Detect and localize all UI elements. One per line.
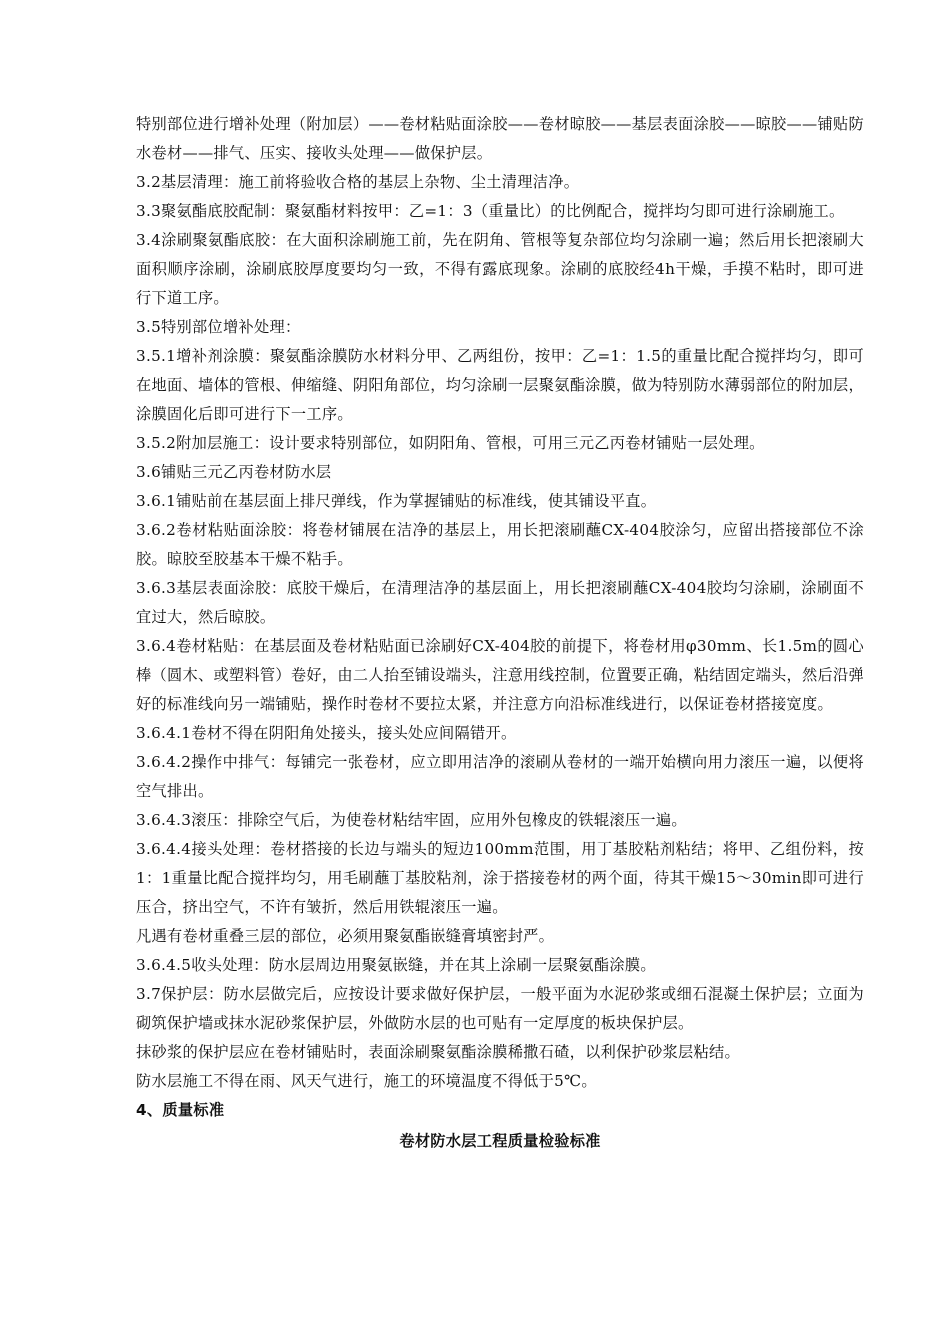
paragraph: 3.6.4.4接头处理：卷材搭接的长边与端头的短边100mm范围，用丁基胶粘剂粘结；将甲、乙组份料，按1：1重量比配合搅拌均匀，用毛刷蘸丁基胶粘剂，涂于搭接卷材的两个面，待其干燥15～30min即可进行压合，挤出空气，不许有皱折，然后用铁辊滚压一遍。: [136, 840, 864, 916]
paragraph: 3.6.4.3滚压：排除空气后，为使卷材粘结牢固，应用外包橡皮的铁辊滚压一遍。: [136, 811, 687, 829]
section-heading: 4、质量标准: [136, 1101, 225, 1119]
paragraph: 3.5特别部位增补处理：: [136, 318, 301, 336]
paragraph: 3.4涂刷聚氨酯底胶：在大面积涂刷施工前，先在阴角、管根等复杂部位均匀涂刷一遍；然后用长把滚刷大面积顺序涂刷，涂刷底胶厚度要均匀一致，不得有露底现象。涂刷的底胶经4h干燥，手摸不粘时，即可进行下道工序。: [136, 231, 864, 307]
paragraph: 3.7保护层：防水层做完后，应按设计要求做好保护层，一般平面为水泥砂浆或细石混凝土保护层；立面为砌筑保护墙或抹水泥砂浆保护层，外做防水层的也可贴有一定厚度的板块保护层。: [136, 985, 864, 1032]
paragraph: 3.6.2卷材粘贴面涂胶：将卷材铺展在洁净的基层上，用长把滚刷蘸CX-404胶涂匀，应留出搭接部位不涂胶。晾胶至胶基本干燥不粘手。: [136, 521, 864, 568]
paragraph: 3.3聚氨酯底胶配制：聚氨酯材料按甲：乙=1：3（重量比）的比例配合，搅拌均匀即可进行涂刷施工。: [136, 202, 845, 220]
paragraph: 3.6.4.2操作中排气：每铺完一张卷材，应立即用洁净的滚刷从卷材的一端开始横向用力滚压一遍，以便将空气排出。: [136, 753, 864, 800]
paragraph: 防水层施工不得在雨、风天气进行，施工的环境温度不得低于5℃。: [136, 1072, 597, 1090]
paragraph: 3.6.4.1卷材不得在阴阳角处接头，接头处应间隔错开。: [136, 724, 517, 742]
paragraph: 3.6铺贴三元乙丙卷材防水层: [136, 463, 332, 481]
document-body: [136, 110, 864, 1156]
paragraph: 抹砂浆的保护层应在卷材铺贴时，表面涂刷聚氨酯涂膜稀撒石碴，以利保护砂浆层粘结。: [136, 1043, 741, 1061]
paragraph: 特别部位进行增补处理（附加层）——卷材粘贴面涂胶——卷材晾胶——基层表面涂胶——晾胶——铺贴防水卷材——排气、压实、接收头处理——做保护层。: [136, 115, 864, 162]
paragraph: 3.5.1增补剂涂膜：聚氨酯涂膜防水材料分甲、乙两组份，按甲：乙=1：1.5的重量比配合搅拌均匀，即可在地面、墙体的管根、伸缩缝、阴阳角部位，均匀涂刷一层聚氨酯涂膜，做为特别防水薄弱部位的附加层，涂膜固化后即可进行下一工序。: [136, 347, 864, 423]
paragraph: 3.6.4.5收头处理：防水层周边用聚氨嵌缝，并在其上涂刷一层聚氨酯涂膜。: [136, 956, 656, 974]
paragraph: 3.6.3基层表面涂胶：底胶干燥后，在清理洁净的基层面上，用长把滚刷蘸CX-404胶均匀涂刷，涂刷面不宜过大，然后晾胶。: [136, 579, 864, 626]
paragraph: 3.5.2附加层施工：设计要求特别部位，如阴阳角、管根，可用三元乙丙卷材铺贴一层处理。: [136, 434, 765, 452]
table-title: 卷材防水层工程质量检验标准: [399, 1132, 601, 1150]
paragraph: 3.2基层清理：施工前将验收合格的基层上杂物、尘土清理洁净。: [136, 173, 580, 191]
paragraph: 3.6.1铺贴前在基层面上排尺弹线，作为掌握铺贴的标准线，使其铺设平直。: [136, 492, 657, 510]
paragraph: 3.6.4卷材粘贴：在基层面及卷材粘贴面已涂刷好CX-404胶的前提下，将卷材用φ30mm、长1.5m的圆心棒（圆木、或塑料管）卷好，由二人抬至铺设端头，注意用线控制，位置要正确，粘结固定端头，然后沿弹好的标准线向另一端铺贴，操作时卷材不要拉太紧，并注意方向沿标准线进行，以保证卷材搭接宽度。: [136, 637, 864, 713]
paragraph: 凡遇有卷材重叠三层的部位，必须用聚氨酯嵌缝膏填密封严。: [136, 927, 555, 945]
